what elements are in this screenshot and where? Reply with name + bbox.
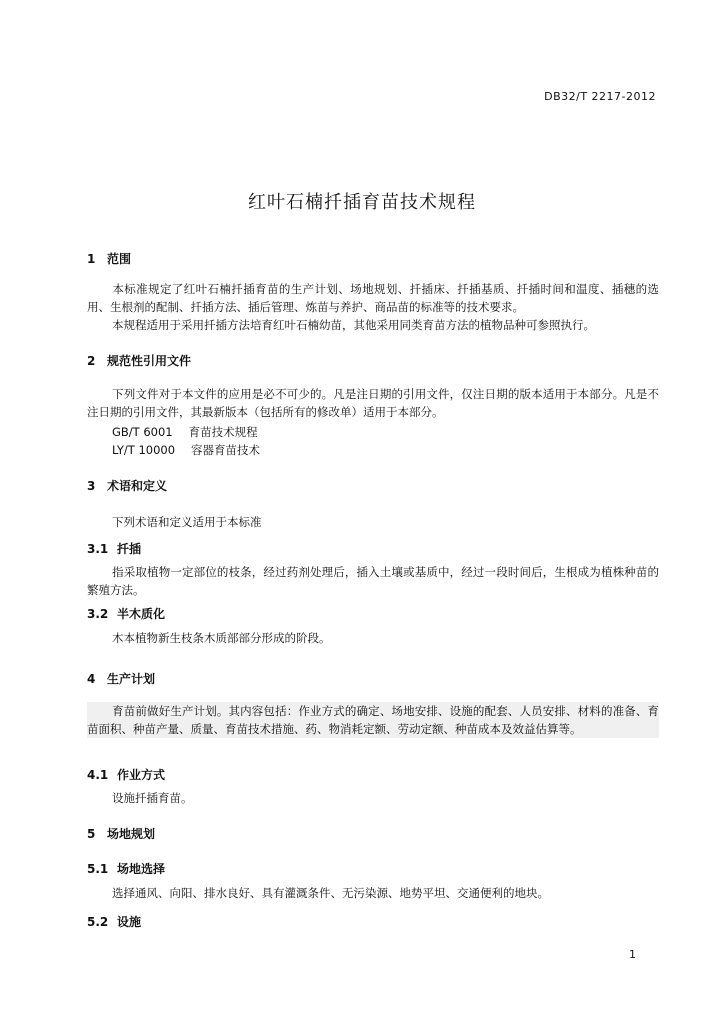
section-3-2-paragraph: 木本植物新生枝条木质部部分形成的阶段。 bbox=[112, 631, 331, 645]
section-title: 术语和定义 bbox=[107, 479, 168, 493]
reference-item bbox=[112, 442, 260, 458]
document-title: 红叶石楠扦插育苗技术规程 bbox=[248, 192, 476, 213]
reference-item bbox=[112, 424, 258, 440]
section-4-paragraph-1 bbox=[87, 702, 659, 738]
section-title: 生产计划 bbox=[107, 672, 156, 686]
section-3-heading bbox=[87, 477, 167, 494]
section-title: 扦插 bbox=[117, 542, 142, 556]
section-title: 范围 bbox=[107, 252, 132, 266]
section-number: 3.1 bbox=[87, 542, 109, 556]
section-number: 4 bbox=[87, 672, 96, 686]
section-1-heading bbox=[87, 250, 131, 267]
section-title: 场地规划 bbox=[107, 827, 156, 841]
section-number: 4.1 bbox=[87, 768, 109, 782]
section-number: 3 bbox=[87, 479, 96, 493]
section-title: 规范性引用文件 bbox=[107, 354, 192, 368]
section-5-1-paragraph: 选择通风、向阳、排水良好、具有灌溉条件、无污染源、地势平坦、交通便利的地块。 bbox=[112, 886, 549, 900]
section-number: 3.2 bbox=[87, 607, 109, 621]
paragraph-text: 本规程适用于采用扦插方法培育红叶石楠幼苗，其他采用同类育苗方法的植物品种可参照执行。 bbox=[112, 318, 595, 332]
section-3-paragraph-1: 下列术语和定义适用于本标准 bbox=[112, 515, 262, 529]
section-number: 5.2 bbox=[87, 915, 109, 929]
paragraph-text: 指采取植物一定部位的枝条，经过药剂处理后，插入土壤或基质中，经过一段时间后，生根成为植株种苗的繁殖方法。 bbox=[87, 565, 659, 597]
section-5-heading bbox=[87, 825, 155, 842]
section-number: 5 bbox=[87, 827, 96, 841]
section-number: 5.1 bbox=[87, 862, 109, 876]
section-title: 半木质化 bbox=[117, 607, 166, 621]
section-3-2-heading bbox=[87, 605, 165, 622]
section-4-1-paragraph: 设施扦插育苗。 bbox=[112, 791, 193, 805]
section-1-paragraph-2 bbox=[87, 316, 659, 334]
section-2-paragraph-1 bbox=[87, 385, 659, 421]
section-title: 作业方式 bbox=[117, 768, 166, 782]
section-5-2-heading bbox=[87, 913, 141, 930]
section-3-1-paragraph bbox=[87, 563, 659, 599]
standard-code: DB32/T 2217-2012 bbox=[544, 90, 656, 103]
paragraph-text: 本标准规定了红叶石楠扦插育苗的生产计划、场地规划、扦插床、扦插基质、扦插时间和温度、插穗的选用、生根剂的配制、扦插方法、插后管理、炼苗与养护、商品苗的标准等的技术要求。 bbox=[87, 282, 659, 314]
section-4-heading bbox=[87, 670, 155, 687]
section-number: 1 bbox=[87, 252, 96, 266]
section-title: 设施 bbox=[117, 915, 142, 929]
reference-name: 容器育苗技术 bbox=[191, 443, 261, 457]
reference-code: GB/T 6001 bbox=[112, 425, 173, 439]
section-2-heading bbox=[87, 352, 191, 369]
section-title: 场地选择 bbox=[117, 862, 166, 876]
page-number: 1 bbox=[629, 948, 636, 961]
section-3-1-heading bbox=[87, 540, 141, 557]
section-1-paragraph-1 bbox=[87, 280, 659, 316]
section-number: 2 bbox=[87, 354, 96, 368]
section-4-1-heading bbox=[87, 766, 165, 783]
paragraph-text: 下列文件对于本文件的应用是必不可少的。凡是注日期的引用文件，仅注日期的版本适用于本部分。凡是不注日期的引用文件，其最新版本（包括所有的修改单）适用于本部分。 bbox=[87, 387, 659, 419]
section-5-1-heading bbox=[87, 860, 165, 877]
reference-code: LY/T 10000 bbox=[112, 443, 176, 457]
paragraph-text: 育苗前做好生产计划。其内容包括：作业方式的确定、场地安排、设施的配套、人员安排、材料的准备、育苗面积、种苗产量、质量、育苗技术措施、药、物消耗定额、劳动定额、种苗成本及效益估算等。 bbox=[87, 704, 659, 736]
reference-name: 育苗技术规程 bbox=[188, 425, 258, 439]
